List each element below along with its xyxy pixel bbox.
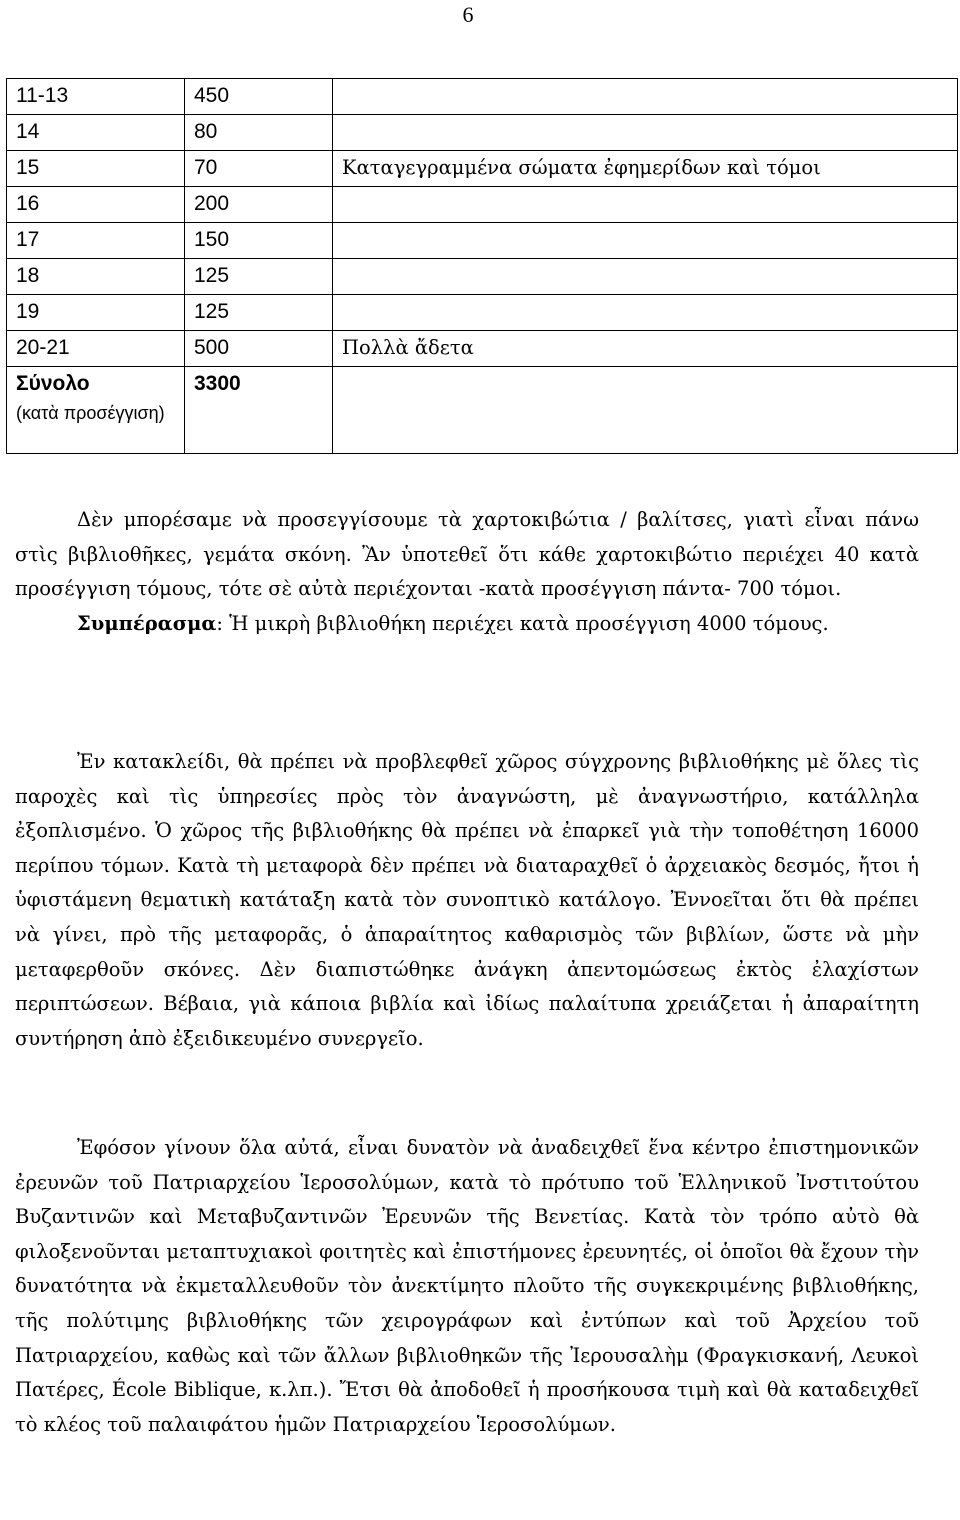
- count-cell: 500: [185, 331, 333, 367]
- paragraph-conclusion: [15, 745, 919, 1056]
- total-value-cell: [185, 367, 333, 454]
- table-row: [7, 151, 958, 187]
- note-cell: [333, 115, 958, 151]
- table-row: [7, 223, 958, 259]
- count-cell: 200: [185, 187, 333, 223]
- range-cell: 17: [7, 223, 185, 259]
- note-cell: [333, 295, 958, 331]
- total-row: [7, 367, 958, 454]
- note-cell: [333, 223, 958, 259]
- note-cell: [333, 259, 958, 295]
- page-number: 6: [462, 2, 474, 27]
- paragraph-research-center-text: Ἐφόσον γίνουν ὅλα αὐτά, εἶναι δυνατὸν νὰ ἀναδειχθεῖ ἕνα κέντρο ἐπιστημονικῶν ἐρευνῶν τοῦ Πατριαρχείου Ἱεροσολύμων, κατὰ τὸ πρότυπο τοῦ Ἑλληνικοῦ Ἰνστιτούτου Βυζαντινῶν καὶ Μεταβυζαντινῶν Ἐρευνῶν τῆς Βενετίας. Κατὰ τὸν τρόπο αὐτὸ θὰ φιλοξενοῦνται μεταπτυχιακοὶ φοιτητὲς καὶ ἐπιστήμονες ἐρευνητές, οἱ ὁποῖοι θὰ ἔχουν τὴν δυνατότητα νὰ ἐκμεταλλευθοῦν τὸν ἀνεκτίμητο πλοῦτο τῆς συγκεκριμένης βιβλιοθήκης, τῆς πολύτιμης βιβλιοθήκης τῶν χειρογράφων καὶ ἐντύπων καὶ τοῦ Ἀρχείου τοῦ Πατριαρχείου, καθὼς καὶ τῶν ἄλλων βιβλιοθηκῶν τῆς Ἰερουσαλὴμ (Φραγκισκανή, Λευκοὶ Πατέρες, École Biblique, κ.λπ.). Ἔτσι θὰ ἀποδοθεῖ ἡ προσήκουσα τιμὴ καὶ θὰ καταδειχθεῖ τὸ κλέος τοῦ παλαιφάτου ἡμῶν Πατριαρχείου Ἱεροσολύμων.: [15, 1136, 919, 1436]
- note-cell: [333, 187, 958, 223]
- range-cell: 16: [7, 187, 185, 223]
- count-cell: 150: [185, 223, 333, 259]
- note-cell: Καταγεγραμμένα σώματα ἐφημερίδων καὶ τόμοι: [333, 151, 958, 187]
- table-row: [7, 115, 958, 151]
- table-row: [7, 187, 958, 223]
- conclusion-label: Συμπέρασμα: [77, 611, 217, 635]
- count-cell: 125: [185, 295, 333, 331]
- total-label: Σύνολο: [16, 372, 90, 395]
- count-cell: 80: [185, 115, 333, 151]
- range-cell: 15: [7, 151, 185, 187]
- table-row: [7, 79, 958, 115]
- count-cell: 450: [185, 79, 333, 115]
- inventory-table: [6, 78, 958, 454]
- paragraph-boxes: [15, 503, 919, 641]
- table-row: [7, 295, 958, 331]
- count-cell: 125: [185, 259, 333, 295]
- table-row: [7, 331, 958, 367]
- note-cell: [333, 79, 958, 115]
- range-cell: 18: [7, 259, 185, 295]
- range-cell: 11-13: [7, 79, 185, 115]
- count-cell: 70: [185, 151, 333, 187]
- paragraph-conclusion-text: Ἐν κατακλείδι, θὰ πρέπει νὰ προβλεφθεῖ χῶρος σύγχρονης βιβλιοθήκης μὲ ὅλες τὶς παροχὲς καὶ τὶς ὑπηρεσίες πρὸς τὸν ἀναγνώστη, μὲ ἀναγνωστήριο, κατάλληλα ἐξοπλισμένο. Ὁ χῶρος τῆς βιβλιοθήκης θὰ πρέπει νὰ ἐπαρκεῖ γιὰ τὴν τοποθέτηση 16000 περίπου τόμων. Κατὰ τὴ μεταφορὰ δὲν πρέπει νὰ διαταραχθεῖ ὁ ἀρχειακὸς δεσμός, ἤτοι ἡ ὑφιστάμενη θεματικὴ κατάταξη κατὰ τὸν συνοπτικὸ κατάλογο. Ἐννοεῖται ὅτι θὰ πρέπει νὰ γίνει, πρὸ τῆς μεταφορᾶς, ὁ ἀπαραίτητος καθαρισμὸς τῶν βιβλίων, ὥστε νὰ μὴν μεταφερθοῦν σκόνες. Δὲν διαπιστώθηκε ἀνάγκη ἀπεντομώσεως ἐκτὸς ἐλαχίστων περιπτώσεων. Βέβαια, γιὰ κάποια βιβλία καὶ ἰδίως παλαίτυπα χρειάζεται ἡ ἀπαραίτητη συντήρηση ἀπὸ ἐξειδικευμένο συνεργεῖο.: [15, 750, 919, 1050]
- total-note-cell: [333, 367, 958, 454]
- range-cell: 14: [7, 115, 185, 151]
- paragraph-boxes-text: Δὲν μπορέσαμε νὰ προσεγγίσουμε τὰ χαρτοκιβώτια / βαλίτσες, γιατὶ εἶναι πάνω στὶς βιβλιοθῆκες, γεμάτα σκόνη. Ἂν ὑποτεθεῖ ὅτι κάθε χαρτοκιβώτιο περιέχει 40 κατὰ προσέγγιση τόμους, τότε σὲ αὐτὰ περιέχονται -κατὰ προσέγγιση πάντα- 700 τόμοι.: [15, 508, 919, 601]
- conclusion-text: : Ἡ μικρὴ βιβλιοθήκη περιέχει κατὰ προσέγγιση 4000 τόμους.: [216, 611, 829, 635]
- table-row: [7, 259, 958, 295]
- range-cell: 19: [7, 295, 185, 331]
- total-value: 3300: [194, 372, 241, 395]
- total-sublabel: (κατὰ προσέγγιση): [16, 403, 165, 423]
- paragraph-research-center: [15, 1131, 919, 1442]
- total-label-cell: [7, 367, 185, 454]
- range-cell: 20-21: [7, 331, 185, 367]
- note-cell: Πολλὰ ἄδετα: [333, 331, 958, 367]
